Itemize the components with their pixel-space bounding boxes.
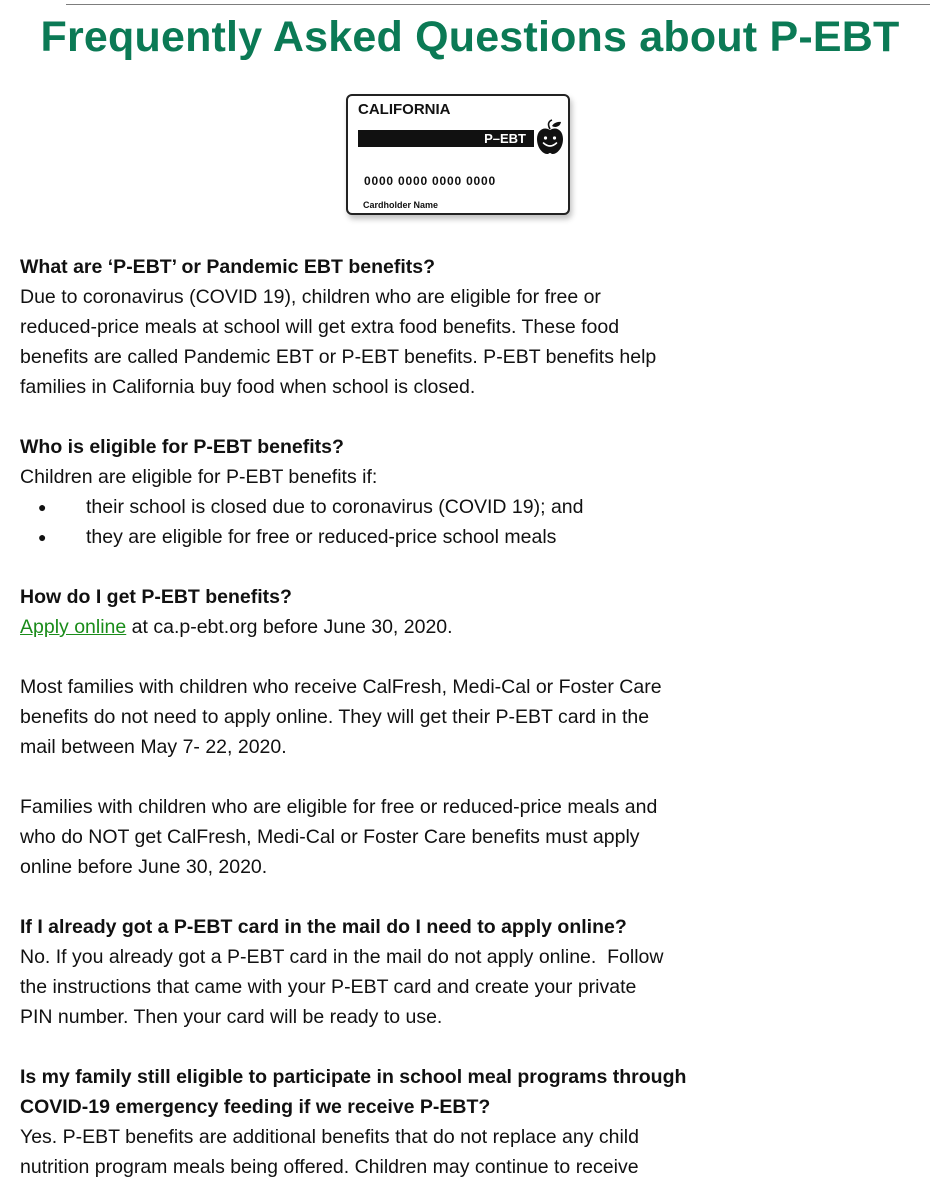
faq-question-5-cont: COVID-19 emergency feeding if we receive P-EBT?	[20, 1096, 491, 1118]
faq-answer-line: Families with children who are eligible for free or reduced-price meals and	[20, 796, 658, 818]
faq-answer-line: Yes. P-EBT benefits are additional benefits that do not replace any child	[20, 1126, 639, 1148]
list-item-text: their school is closed due to coronavirus (COVID 19); and	[86, 496, 584, 518]
list-item	[20, 492, 900, 522]
faq-question-5: Is my family still eligible to participate in school meal programs through	[20, 1066, 687, 1088]
pebt-card-image	[346, 94, 574, 219]
faq-answer-line: reduced-price meals at school will get extra food benefits. These food	[20, 316, 620, 338]
faq-answer-line: benefits are called Pandemic EBT or P-EBT benefits. P-EBT benefits help	[20, 346, 657, 368]
apply-online-line	[20, 612, 900, 642]
card-stripe	[358, 130, 534, 147]
faq-question-2: Who is eligible for P-EBT benefits?	[20, 436, 344, 458]
faq-answer-line: nutrition program meals being offered. Children may continue to receive	[20, 1156, 639, 1178]
faq-answer-line: No. If you already got a P-EBT card in the mail do not apply online. Follow	[20, 946, 664, 968]
card-brand-label: P–EBT	[484, 131, 526, 146]
apple-icon	[534, 118, 566, 156]
faq-answer-line: who do NOT get CalFresh, Medi-Cal or Foster Care benefits must apply	[20, 826, 640, 848]
faq-answer-line: benefits do not need to apply online. They will get their P-EBT card in the	[20, 706, 650, 728]
cardholder-name: Cardholder Name	[363, 200, 439, 210]
bullet-icon: ●	[38, 499, 47, 515]
faq-content	[20, 252, 900, 1182]
faq-question-3: How do I get P-EBT benefits?	[20, 586, 292, 608]
card-state-label: CALIFORNIA	[358, 101, 451, 118]
list-item	[20, 522, 900, 552]
faq-answer-line: PIN number. Then your card will be ready to use.	[20, 1006, 443, 1028]
faq-answer-line: online before June 30, 2020.	[20, 856, 268, 878]
faq-answer-line: families in California buy food when school is closed.	[20, 376, 476, 398]
faq-answer-line: the instructions that came with your P-EBT card and create your private	[20, 976, 637, 998]
card-number: 0000 0000 0000 0000	[364, 174, 496, 188]
top-divider	[66, 4, 930, 5]
apply-online-suffix: at ca.p-ebt.org before June 30, 2020.	[126, 616, 453, 638]
faq-question-1: What are ‘P-EBT’ or Pandemic EBT benefits?	[20, 256, 435, 278]
list-item-text: they are eligible for free or reduced-price school meals	[86, 526, 557, 548]
page-title: Frequently Asked Questions about P-EBT	[40, 13, 900, 61]
faq-answer-line: mail between May 7- 22, 2020.	[20, 736, 287, 758]
bullet-icon: ●	[38, 529, 47, 545]
faq-answer-line: Children are eligible for P-EBT benefits if:	[20, 466, 378, 488]
faq-question-4: If I already got a P-EBT card in the mail do I need to apply online?	[20, 916, 627, 938]
faq-answer-line: Most families with children who receive CalFresh, Medi-Cal or Foster Care	[20, 676, 662, 698]
apply-online-link[interactable]: Apply online	[20, 616, 127, 638]
pebt-card	[346, 94, 570, 215]
faq-answer-line: Due to coronavirus (COVID 19), children who are eligible for free or	[20, 286, 601, 308]
